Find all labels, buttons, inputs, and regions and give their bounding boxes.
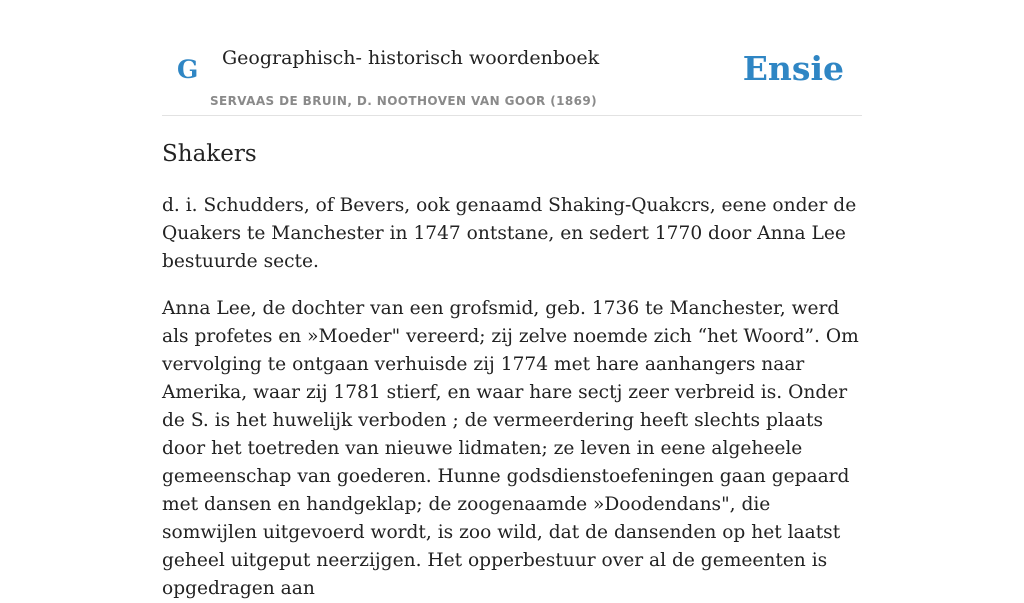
book-title-link[interactable]: Geographisch- historisch woordenboek bbox=[222, 47, 600, 69]
book-logo-icon[interactable]: G bbox=[177, 55, 199, 84]
ensie-logo-link[interactable]: Ensie bbox=[742, 49, 844, 88]
book-authors-year: SERVAAS DE BRUIN, D. NOOTHOVEN VAN GOOR (1869) bbox=[210, 94, 598, 108]
article-paragraph: Anna Lee, de dochter van een grofsmid, geb. 1736 te Manchester, werd als profetes en »Moeder" vereerd; zij zelve noemde zich “het Woord”. Om vervolging te ontgaan verhuisde zij 1774 met hare aanhangers naar Amerika, waar zij 1781 stierf, en waar hare sectj zeer verbreid is. Onder de S. is het huwelijk verboden ; de vermeerdering heeft slechts plaats door het toetreden van nieuwe lidmaten; ze leven in eene algeheele gemeenschap van goederen. Hunne godsdienstoefeningen gaan gepaard met dansen en handgeklap; de zoogenaamde »Doodendans", die somwijlen uitgevoerd wordt, is zoo wild, dat de dansenden op het laatst geheel uitgeput neerzijgen. Het opperbestuur over al de gemeenten is opgedragen aan bbox=[162, 298, 859, 599]
article bbox=[162, 136, 862, 603]
book-header bbox=[162, 0, 862, 116]
article-title: Shakers bbox=[162, 141, 257, 167]
article-paragraph: d. i. Schudders, of Bevers, ook genaamd Shaking-Quakcrs, eene onder de Quakers te Manchester in 1747 ontstane, en sedert 1770 door Anna Lee bestuurde secte. bbox=[162, 195, 857, 272]
